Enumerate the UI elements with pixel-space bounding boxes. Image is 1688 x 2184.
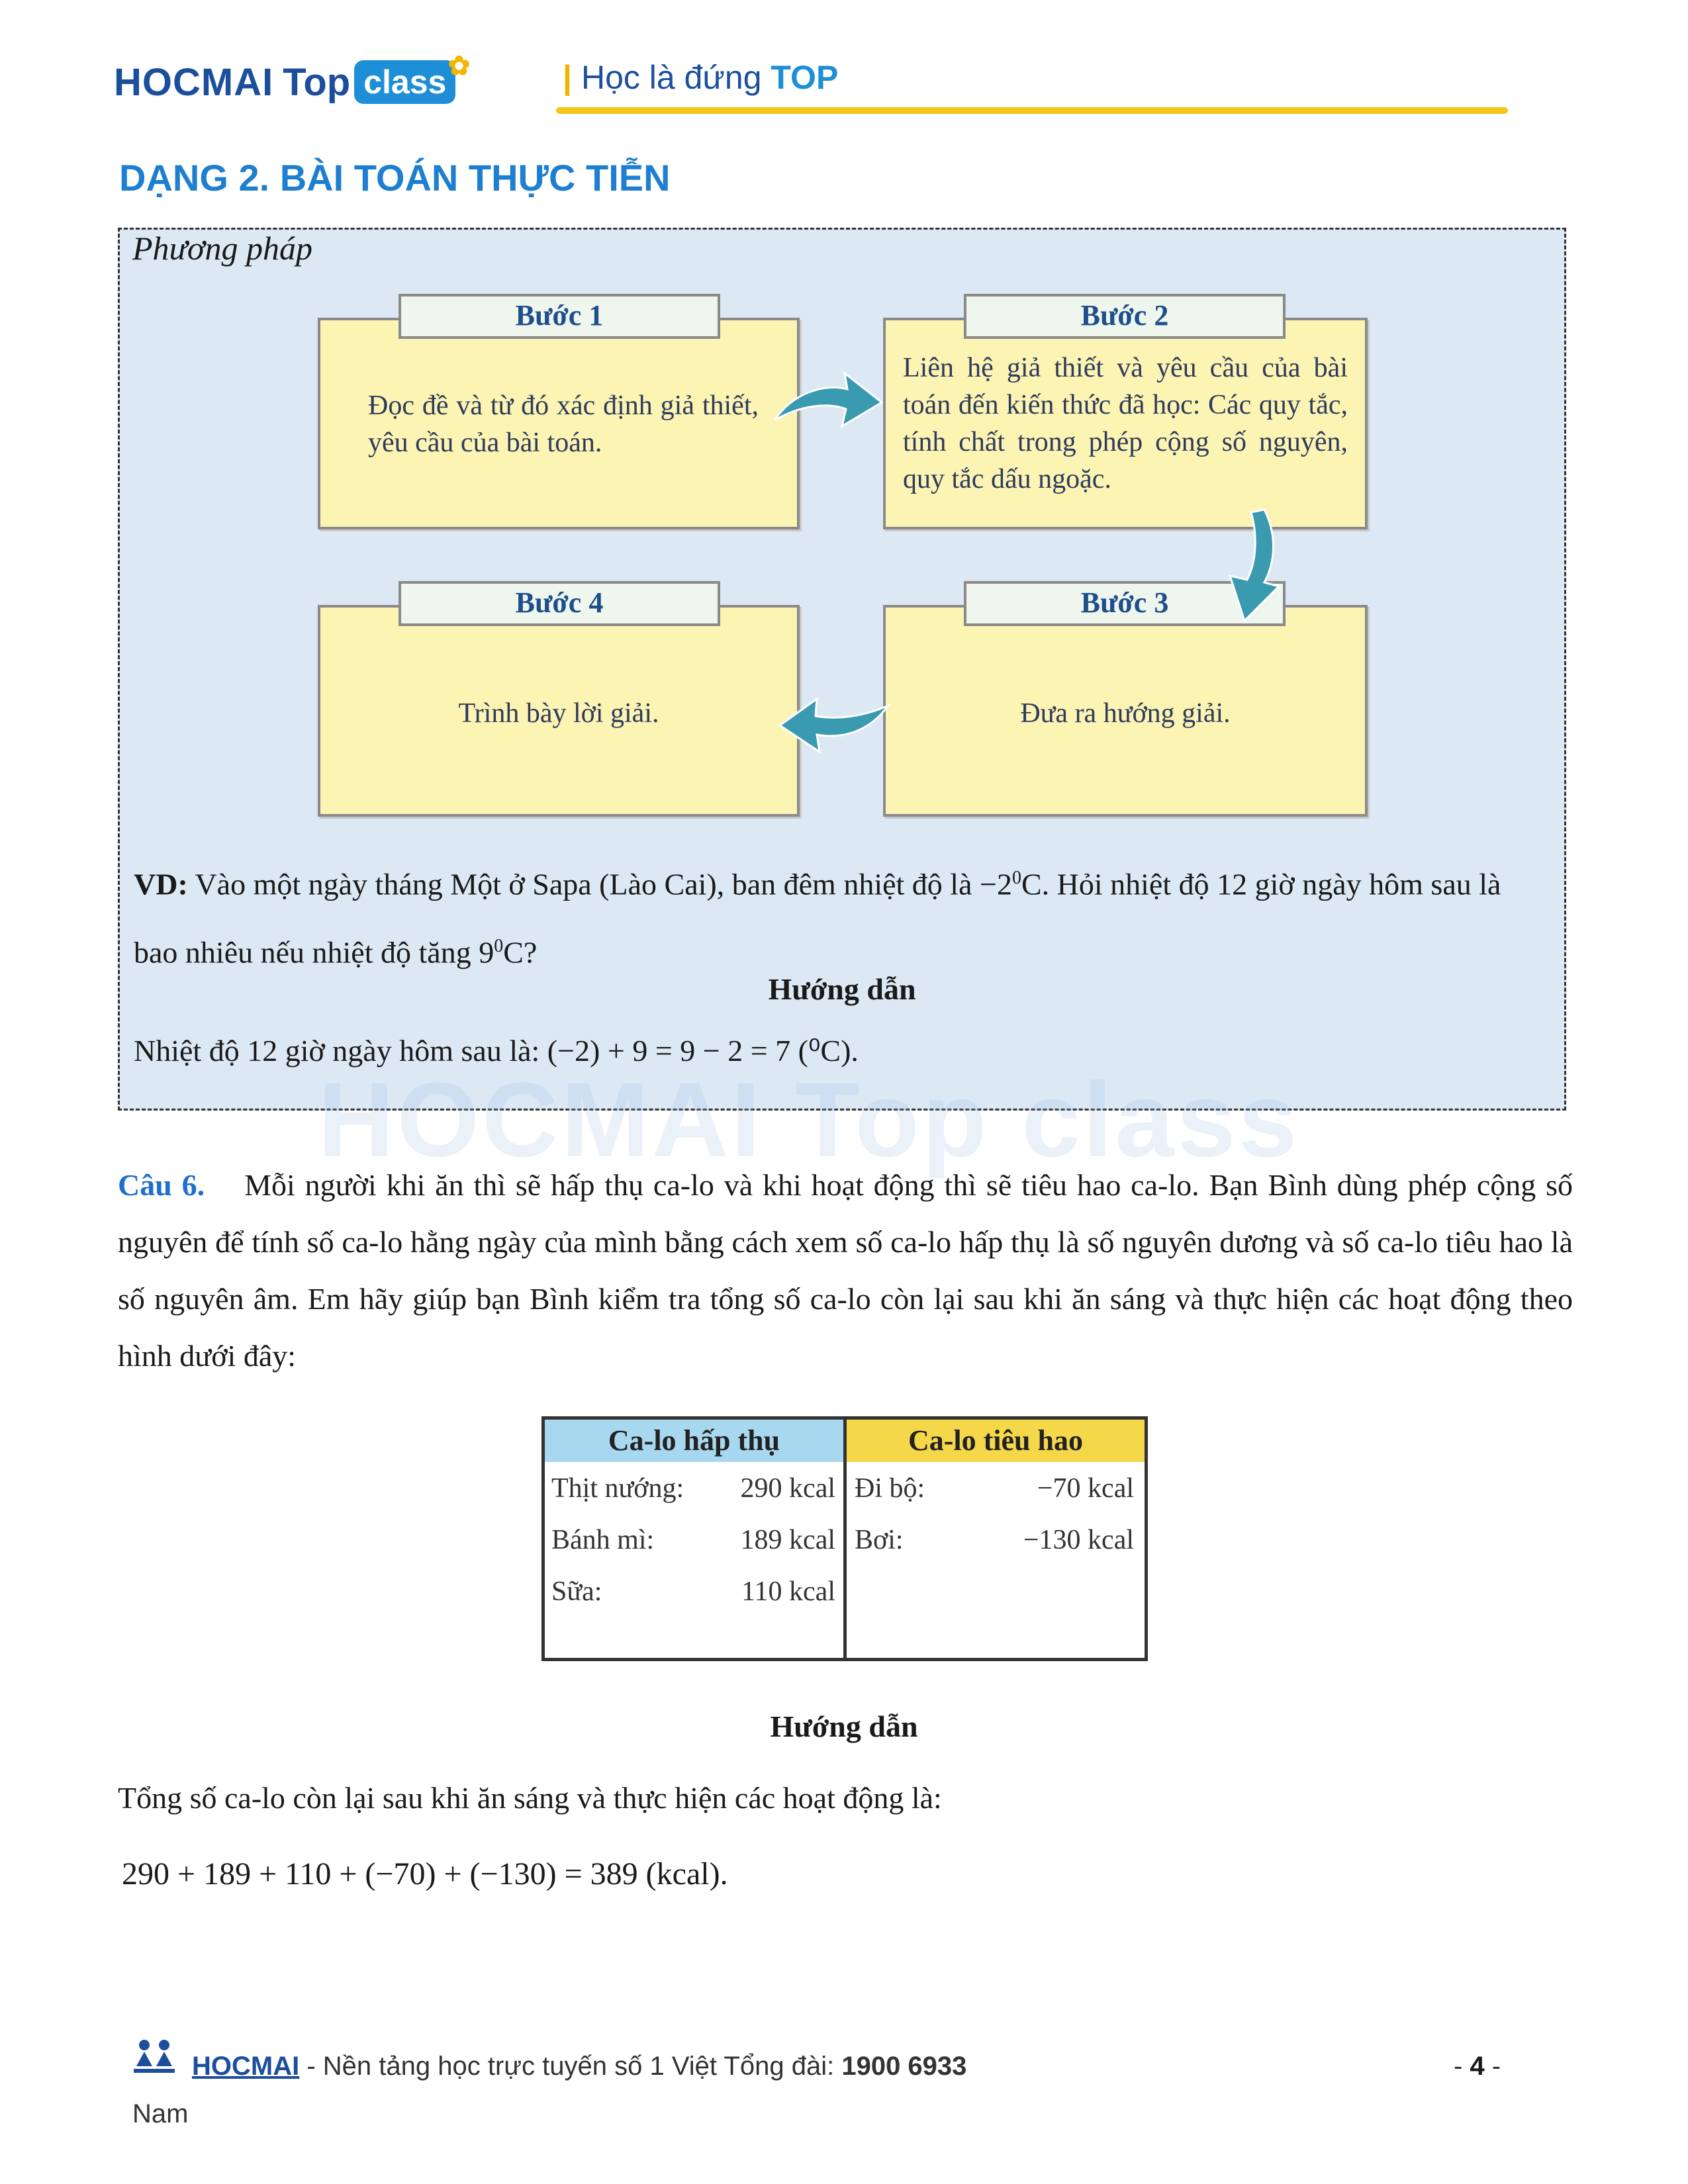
footer-brand[interactable]: HOCMAI bbox=[192, 2052, 300, 2081]
footer-line2: Nam bbox=[132, 2099, 189, 2128]
example-problem bbox=[134, 847, 1550, 984]
arrow-left-icon bbox=[774, 688, 894, 768]
page-number-value: 4 bbox=[1470, 2052, 1485, 2081]
question-number: Câu 6. bbox=[118, 1168, 205, 1202]
footer-hotline: 1900 6933 bbox=[841, 2052, 967, 2081]
example-temp2: 9 bbox=[479, 935, 494, 970]
footer-tagline: - Nền tảng học trực tuyến số 1 Việt Tổng đài: bbox=[299, 2052, 842, 2081]
example-solution-unit: (⁰C). bbox=[798, 1034, 859, 1068]
solution-text: Tổng số ca-lo còn lại sau khi ăn sáng và thực hiện các hoạt động là: bbox=[118, 1781, 942, 1815]
burn-header: Ca-lo tiêu hao bbox=[847, 1420, 1145, 1462]
step-3-text: Đưa ra hướng giải. bbox=[1020, 698, 1231, 729]
absorb-row-value: 110 kcal bbox=[741, 1576, 835, 1607]
example-label: VD: bbox=[134, 867, 188, 901]
page-suffix: - bbox=[1484, 2052, 1501, 2081]
burn-row-name: Đi bộ: bbox=[855, 1473, 925, 1504]
header-underline bbox=[556, 107, 1508, 114]
hocmai-topclass-logo bbox=[114, 52, 471, 109]
header-slogan bbox=[563, 58, 838, 97]
burn-row-value: −70 kcal bbox=[1037, 1473, 1134, 1504]
logo-class-text: class bbox=[363, 64, 447, 101]
example-text-part2: . Hỏi nhiệt độ 12 giờ ngày hôm sau là bao nhiêu nếu nhiệt độ tăng bbox=[134, 867, 1501, 970]
method-label: Phương pháp bbox=[132, 230, 312, 267]
section-title: DẠNG 2. BÀI TOÁN THỰC TIỄN bbox=[119, 157, 671, 199]
step-1-text: Đọc đề và từ đó xác định giả thiết, yêu cầu của bài toán. bbox=[368, 390, 759, 458]
absorb-row-name: Thịt nướng: bbox=[551, 1473, 684, 1504]
example-degree-1: 0 bbox=[1011, 868, 1021, 888]
step-4-title: Bước 4 bbox=[399, 581, 720, 626]
example-guide-title: Hướng dẫn bbox=[768, 972, 916, 1006]
step-3-title: Bước 3 bbox=[964, 581, 1286, 626]
example-text-part1: Vào một ngày tháng Một ở Sapa (Lào Cai), ban đêm nhiệt độ là bbox=[195, 867, 972, 901]
step-1-title: Bước 1 bbox=[399, 294, 720, 339]
absorb-row-value: 290 kcal bbox=[740, 1473, 835, 1504]
step-2-text: Liên hệ giả thiết và yêu cầu của bài toán đến kiến thức đã học: Các quy tắc, tính chất trong phép cộng số nguyên, quy tắc dấu ngoặc. bbox=[903, 353, 1348, 494]
question-text: Mỗi người khi ăn thì sẽ hấp thụ ca-lo và khi hoạt động thì sẽ tiêu hao ca-lo. Bạn Bình dùng phép cộng số nguyên để tính số ca-lo hằng ngày của mình bằng cách xem số ca-lo hấp thụ là số nguyên dương và số ca-lo tiêu hao là số nguyên âm. Em hãy giúp bạn Bình kiểm tra tổng số ca-lo còn lại sau khi ăn sáng và thực hiện các hoạt động theo hình dưới đây: bbox=[118, 1168, 1573, 1373]
step-2-title: Bước 2 bbox=[964, 294, 1286, 339]
example-text-part3: ? bbox=[523, 935, 538, 970]
slogan-prefix: Học là đứng bbox=[581, 59, 762, 96]
hocmai-people-icon bbox=[131, 2037, 177, 2079]
example-unit-1: C bbox=[1021, 867, 1042, 901]
burn-column bbox=[847, 1420, 1145, 1658]
page-prefix: - bbox=[1454, 2052, 1470, 2081]
slogan-divider: | bbox=[563, 59, 572, 96]
solution-guide-title: Hướng dẫn bbox=[770, 1709, 918, 1743]
page-number bbox=[1454, 2052, 1501, 2081]
logo-hocmai-text: HOCMAI bbox=[114, 60, 274, 104]
calorie-table bbox=[541, 1416, 1148, 1661]
logo-top-text: Top bbox=[283, 60, 351, 104]
solution-formula: 290 + 189 + 110 + (−70) + (−130) = 389 (kcal). bbox=[122, 1856, 728, 1891]
watermark: HOCMAI Top class bbox=[318, 1060, 1300, 1179]
star-icon: ✿ bbox=[447, 52, 471, 81]
burn-row-value: −130 kcal bbox=[1023, 1525, 1134, 1555]
absorb-header: Ca-lo hấp thụ bbox=[545, 1420, 843, 1462]
example-degree-2: 0 bbox=[494, 936, 504, 957]
example-solution-expr: (−2) + 9 = 9 − 2 = 7 bbox=[547, 1034, 791, 1068]
absorb-row-name: Sữa: bbox=[551, 1576, 602, 1607]
footer-text bbox=[192, 2052, 966, 2081]
example-solution-prefix: Nhiệt độ 12 giờ ngày hôm sau là: bbox=[134, 1034, 540, 1068]
absorb-row-name: Bánh mì: bbox=[551, 1525, 655, 1555]
arrow-down-icon bbox=[1218, 503, 1304, 629]
slogan-highlight: TOP bbox=[771, 59, 839, 96]
step-4-text: Trình bày lời giải. bbox=[458, 698, 659, 729]
absorb-column bbox=[545, 1420, 847, 1658]
burn-row-name: Bơi: bbox=[855, 1525, 904, 1555]
question-6 bbox=[118, 1157, 1573, 1385]
absorb-row-value: 189 kcal bbox=[740, 1525, 835, 1555]
example-unit-2: C bbox=[503, 935, 524, 970]
example-temp1: −2 bbox=[980, 867, 1012, 901]
logo-class-badge bbox=[354, 52, 471, 104]
arrow-right-icon bbox=[768, 364, 887, 437]
